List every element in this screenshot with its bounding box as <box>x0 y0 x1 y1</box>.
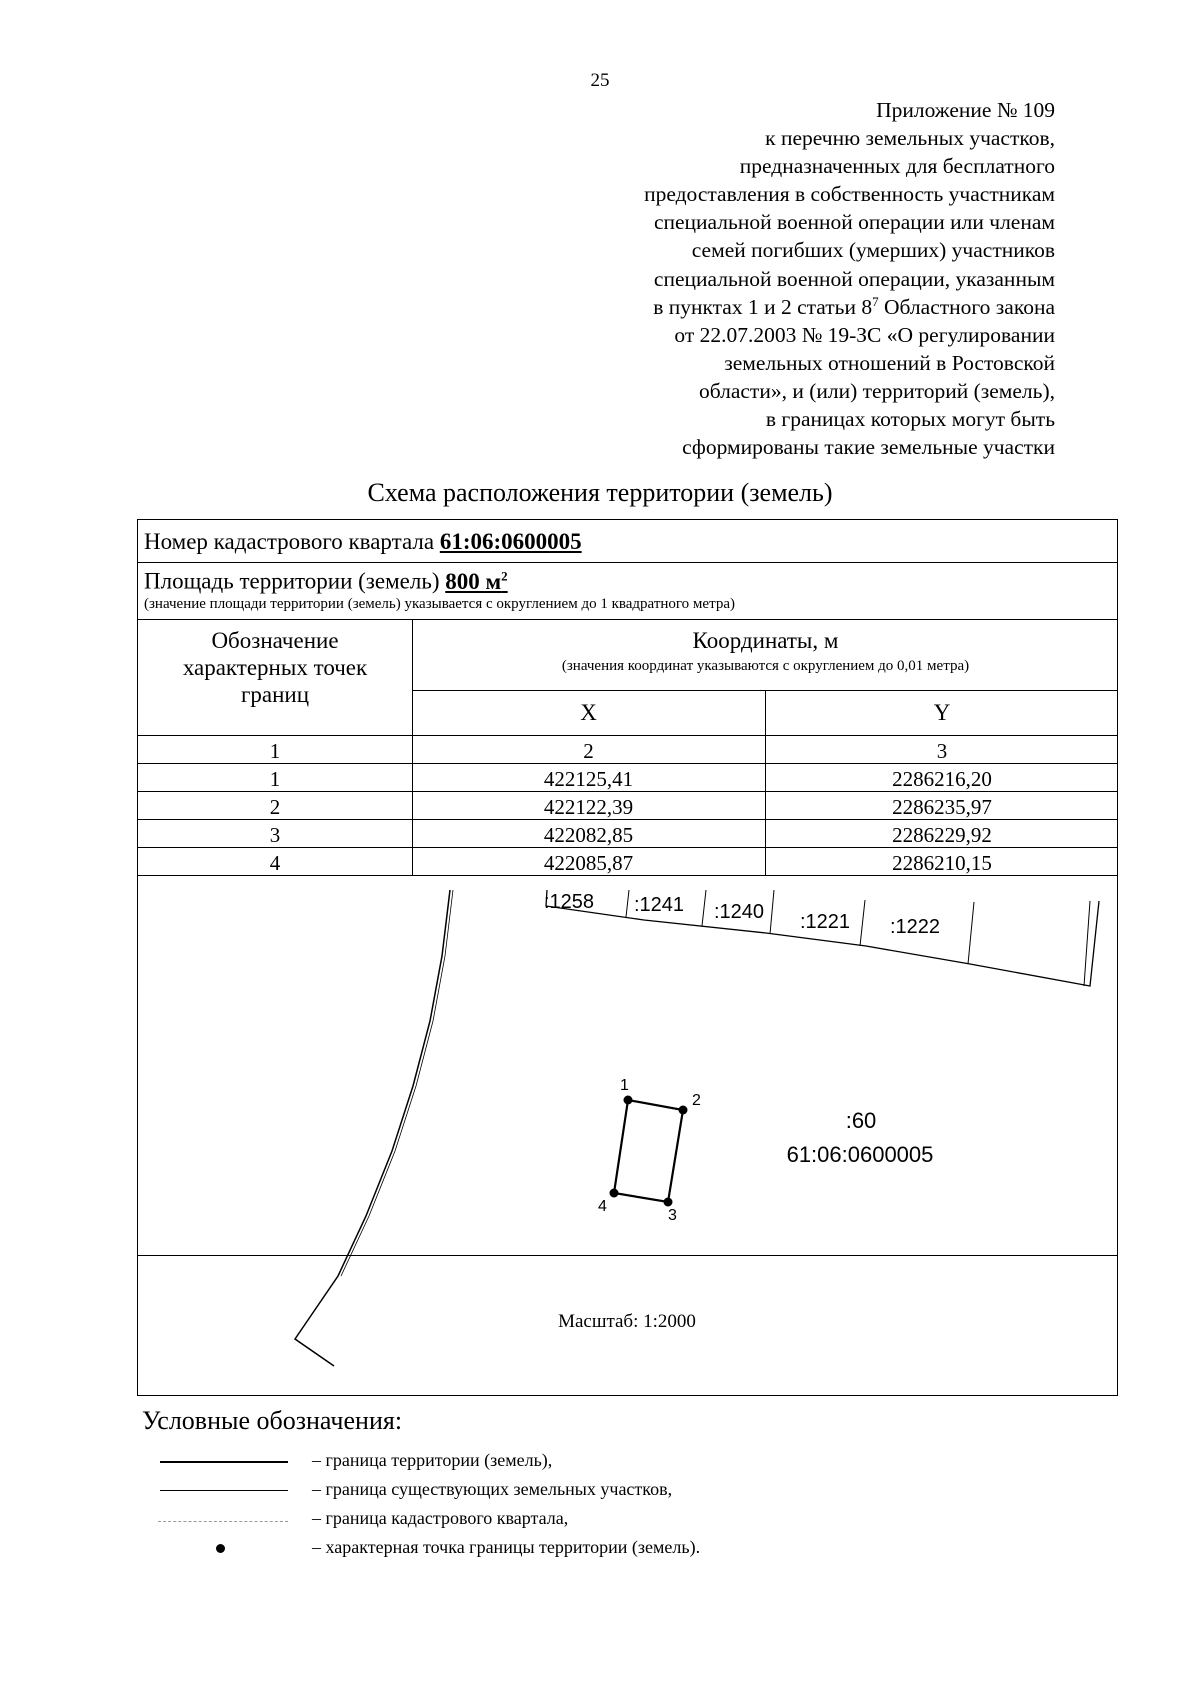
legend-item: – граница существующих земельных участков, <box>312 1479 673 1499</box>
point-id: 4 <box>269 851 281 875</box>
point-id: 3 <box>269 823 281 847</box>
row-divider <box>138 619 1117 620</box>
y-column-header: Y <box>933 700 951 725</box>
parcel-divider <box>702 890 706 926</box>
point-y: 2286216,20 <box>892 767 992 791</box>
header-line: характерных точек <box>182 655 368 680</box>
parcel-label: :1222 <box>890 916 941 938</box>
row-divider <box>138 562 1117 563</box>
annex-line-part: Областного закона <box>878 294 1055 319</box>
annex-line-article <box>455 293 1055 321</box>
existing-boundary-line <box>295 890 450 1366</box>
point-x: 422125,41 <box>543 767 634 791</box>
annex-line: специальной военной операции или членам <box>653 210 1055 235</box>
annex-header <box>455 96 1055 461</box>
existing-boundary-line <box>341 890 453 1276</box>
annex-line: предназначенных для бесплатного <box>739 154 1055 179</box>
legend-item: – граница кадастрового квартала, <box>312 1508 569 1528</box>
annex-line: предоставления в собственность участникам <box>644 182 1055 207</box>
cadastral-number-row <box>144 529 582 555</box>
area-note: (значение площади территории (земель) указывается с округлением до 1 квадратного метра) <box>144 596 735 612</box>
area-value-text: 800 м <box>445 568 502 594</box>
legend-item: – граница территории (земель), <box>312 1450 553 1470</box>
boundary-point-marker <box>664 1198 673 1207</box>
annex-line: земельных отношений в Ростовской <box>724 350 1055 375</box>
scheme-title: Схема расположения территории (земель) <box>367 478 833 507</box>
annex-line-part: в пунктах 1 и 2 статьи 8 <box>653 294 873 319</box>
boundary-point-marker <box>679 1106 688 1115</box>
scale-label: Масштаб: 1:2000 <box>558 1311 696 1332</box>
points-column-header <box>138 627 412 708</box>
annex-line: области», и (или) территорий (земель), <box>698 378 1055 403</box>
legend-item: – характерная точка границы территории (земель). <box>312 1537 701 1557</box>
column-number: 2 <box>583 739 594 763</box>
parcel-divider <box>1084 901 1090 986</box>
annex-line: к перечню земельных участков, <box>765 126 1055 151</box>
legend-title: Условные обозначения: <box>142 1406 403 1435</box>
quarter-boundary-symbol <box>158 1521 288 1522</box>
existing-parcels-boundary <box>546 890 1099 986</box>
point-y: 2286235,97 <box>892 795 992 819</box>
parcel-label: :1258 <box>544 891 595 913</box>
point-y: 2286210,15 <box>892 851 992 875</box>
point-label: 2 <box>692 1092 701 1109</box>
parcel-divider <box>770 890 774 934</box>
parcel-divider <box>626 890 629 917</box>
point-x: 422122,39 <box>543 795 634 819</box>
row-divider <box>138 735 1117 736</box>
area-value <box>445 569 507 594</box>
point-label: 3 <box>668 1207 677 1224</box>
annex-line: Приложение № 109 <box>876 98 1055 122</box>
header-line: границ <box>240 682 310 707</box>
boundary-point-symbol <box>216 1544 225 1553</box>
quarter-label: 61:06:0600005 <box>786 1142 934 1167</box>
header-line: Обозначение <box>211 628 339 653</box>
territory-boundary <box>614 1100 683 1202</box>
annex-line: сформированы такие земельные участки <box>682 435 1055 460</box>
parcel-label: :1240 <box>714 901 765 923</box>
coords-header: Координаты, м <box>692 628 839 653</box>
annex-line: специальной военной операции, указанным <box>653 266 1055 291</box>
parcel-divider <box>860 900 865 946</box>
territory-boundary-symbol <box>160 1461 288 1463</box>
boundary-point-marker <box>610 1189 619 1198</box>
cadastral-number-value: 61:06:0600005 <box>439 529 582 554</box>
area-row <box>144 568 508 595</box>
scheme-map <box>138 876 1116 1395</box>
parcel-boundary-symbol <box>160 1490 288 1491</box>
annex-line: в границах которых могут быть <box>765 407 1055 432</box>
block-label: :60 <box>845 1108 877 1133</box>
cadastral-number-label: Номер кадастрового квартала <box>144 529 440 554</box>
point-x: 422085,87 <box>543 851 634 875</box>
parcel-divider <box>968 902 974 964</box>
page-number: 25 <box>590 70 610 91</box>
point-id: 1 <box>269 767 281 791</box>
parcel-label: :1221 <box>800 911 851 933</box>
parcel-label: :1241 <box>634 894 685 916</box>
point-x: 422082,85 <box>543 823 634 847</box>
superscript: 7 <box>872 293 879 309</box>
point-label: 4 <box>598 1198 607 1215</box>
column-number: 3 <box>936 739 948 763</box>
annex-line: семей погибших (умерших) участников <box>691 238 1055 263</box>
column-number: 1 <box>269 739 281 763</box>
area-unit-superscript: 2 <box>501 568 508 583</box>
point-id: 2 <box>269 795 281 819</box>
annex-line: от 22.07.2003 № 19-ЗС «О регулировании <box>674 322 1055 347</box>
area-label: Площадь территории (земель) <box>144 568 446 594</box>
x-column-header: X <box>580 700 597 725</box>
point-y: 2286229,92 <box>892 823 992 847</box>
point-label: 1 <box>620 1077 629 1094</box>
coords-note: (значения координат указываются с округлением до 0,01 метра) <box>561 658 970 674</box>
boundary-point-marker <box>624 1096 633 1105</box>
scheme-table <box>137 519 1118 1396</box>
